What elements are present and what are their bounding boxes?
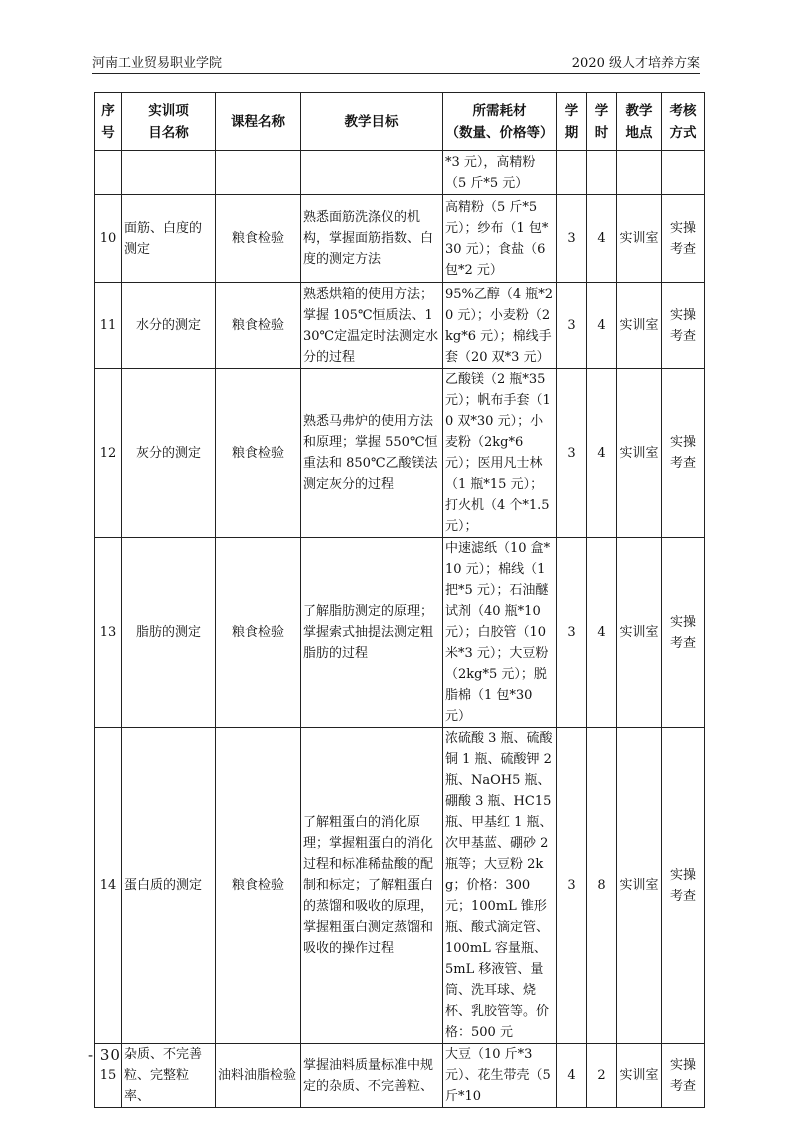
table-header-row xyxy=(95,93,705,151)
cell-goal: 熟悉马弗炉的使用方法和原理；掌握 550℃恒重法和 850℃乙酸镁法测定灰分的过程 xyxy=(301,369,443,538)
cell-hours: 4 xyxy=(587,195,617,283)
cell-term: 4 xyxy=(557,1044,587,1108)
cell-course: 粮食检验 xyxy=(216,195,301,283)
cell-goal: 了解脂肪测定的原理；掌握索式抽提法测定粗脂肪的过程 xyxy=(301,538,443,728)
cell-name: 水分的测定 xyxy=(122,283,216,369)
cell-hours: 2 xyxy=(587,1044,617,1108)
cell-materials: 高精粉（5 斤*5 元）；纱布（1 包*30 元）；食盐（6 包*2 元） xyxy=(443,195,557,283)
cell-num: 10 xyxy=(95,195,122,283)
col-header-name: 实训项 目名称 xyxy=(122,93,216,151)
cell-course: 油料油脂检验 xyxy=(216,1044,301,1108)
cell-hours xyxy=(587,151,617,195)
cell-goal: 掌握油料质量标准中规定的杂质、不完善粒、 xyxy=(301,1044,443,1108)
cell-hours: 4 xyxy=(587,538,617,728)
cell-hours: 8 xyxy=(587,728,617,1044)
cell-num: 13 xyxy=(95,538,122,728)
header-document-title: 2020 级人才培养方案 xyxy=(571,56,700,71)
cell-name xyxy=(122,151,216,195)
col-header-term: 学 期 xyxy=(557,93,587,151)
cell-materials: 浓硫酸 3 瓶、硫酸铜 1 瓶、硫酸钾 2 瓶、NaOH5 瓶、硼酸 3 瓶、HC15 瓶、甲基红 1 瓶、次甲基蓝、硼砂 2 瓶等；大豆粉 2kg；价格：300 元；100mL 锥形瓶、酸式滴定管、100mL 容量瓶、5mL 移液管、量筒、洗耳球、烧杯、乳胶管等。价格：500 元 xyxy=(443,728,557,1044)
cell-goal: 熟悉面筋洗涤仪的机构，掌握面筋指数、白度的测定方法 xyxy=(301,195,443,283)
cell-goal xyxy=(301,151,443,195)
table-row xyxy=(95,151,705,195)
col-header-materials: 所需耗材 （数量、价格等） xyxy=(443,93,557,151)
header-rule xyxy=(92,73,700,74)
col-header-course: 课程名称 xyxy=(216,93,301,151)
cell-place: 实训室 xyxy=(617,369,662,538)
cell-term: 3 xyxy=(557,195,587,283)
cell-name: 脂肪的测定 xyxy=(122,538,216,728)
col-header-exam: 考核 方式 xyxy=(662,93,705,151)
table-row xyxy=(95,1044,705,1108)
cell-goal: 熟悉烘箱的使用方法；掌握 105℃恒质法、130℃定温定时法测定水分的过程 xyxy=(301,283,443,369)
cell-place: 实训室 xyxy=(617,1044,662,1108)
col-header-place: 教学 地点 xyxy=(617,93,662,151)
cell-materials: 大豆（10 斤*3 元）、花生带壳（5 斤*10 xyxy=(443,1044,557,1108)
cell-exam: 实操考查 xyxy=(662,283,705,369)
header-institution: 河南工业贸易职业学院 xyxy=(92,56,223,71)
cell-exam: 实操考查 xyxy=(662,1044,705,1108)
cell-name: 蛋白质的测定 xyxy=(122,728,216,1044)
cell-exam xyxy=(662,151,705,195)
cell-name: 灰分的测定 xyxy=(122,369,216,538)
cell-course: 粮食检验 xyxy=(216,283,301,369)
cell-num xyxy=(95,151,122,195)
cell-exam: 实操考查 xyxy=(662,369,705,538)
col-header-goal: 教学目标 xyxy=(301,93,443,151)
cell-course: 粮食检验 xyxy=(216,369,301,538)
table-row xyxy=(95,283,705,369)
cell-materials: *3 元），高精粉（5 斤*5 元） xyxy=(443,151,557,195)
col-header-hours: 学 时 xyxy=(587,93,617,151)
cell-num: 14 xyxy=(95,728,122,1044)
cell-name: 面筋、白度的测定 xyxy=(122,195,216,283)
cell-num: 12 xyxy=(95,369,122,538)
cell-exam: 实操考查 xyxy=(662,195,705,283)
table-row xyxy=(95,538,705,728)
col-header-num: 序 号 xyxy=(95,93,122,151)
cell-num: 11 xyxy=(95,283,122,369)
cell-place: 实训室 xyxy=(617,283,662,369)
cell-course: 粮食检验 xyxy=(216,538,301,728)
cell-exam: 实操考查 xyxy=(662,538,705,728)
cell-exam: 实操考查 xyxy=(662,728,705,1044)
cell-hours: 4 xyxy=(587,369,617,538)
cell-place xyxy=(617,151,662,195)
training-table xyxy=(94,92,705,1108)
cell-place: 实训室 xyxy=(617,728,662,1044)
table-row xyxy=(95,369,705,538)
cell-num: 15 xyxy=(95,1044,122,1108)
cell-hours: 4 xyxy=(587,283,617,369)
cell-course xyxy=(216,151,301,195)
cell-materials: 95%乙醇（4 瓶*20 元）；小麦粉（2kg*6 元）；棉线手套（20 双*3 元） xyxy=(443,283,557,369)
cell-name: 杂质、不完善粒、完整粒率、 xyxy=(122,1044,216,1108)
cell-term: 3 xyxy=(557,728,587,1044)
cell-term: 3 xyxy=(557,283,587,369)
cell-materials: 中速滤纸（10 盒*10 元）；棉线（1 把*5 元）；石油醚试剂（40 瓶*10 元）；白胶管（10 米*3 元）；大豆粉（2kg*5 元）；脱脂棉（1 包*30 元） xyxy=(443,538,557,728)
cell-course: 粮食检验 xyxy=(216,728,301,1044)
cell-term: 3 xyxy=(557,538,587,728)
cell-place: 实训室 xyxy=(617,195,662,283)
cell-term: 3 xyxy=(557,369,587,538)
cell-goal: 了解粗蛋白的消化原理；掌握粗蛋白的消化过程和标准稀盐酸的配制和标定；了解粗蛋白的蒸馏和吸收的原理，掌握粗蛋白测定蒸馏和吸收的操作过程 xyxy=(301,728,443,1044)
table-row xyxy=(95,195,705,283)
cell-place: 实训室 xyxy=(617,538,662,728)
cell-materials: 乙酸镁（2 瓶*35 元）；帆布手套（10 双*30 元）；小麦粉（2kg*6 元）；医用凡士林（1 瓶*15 元）；打火机（4 个*1.5 元）； xyxy=(443,369,557,538)
cell-term xyxy=(557,151,587,195)
page-number: - 30 - xyxy=(88,1046,133,1064)
table-row xyxy=(95,728,705,1044)
